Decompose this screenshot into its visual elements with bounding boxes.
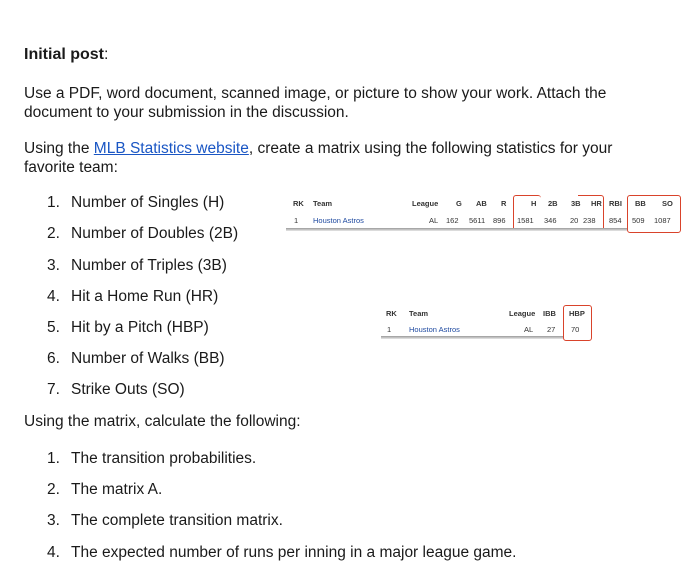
row-ibb: 27 <box>547 325 556 334</box>
team-stats-snippet <box>286 193 681 235</box>
row-league: AL <box>429 216 439 225</box>
row-so: 1087 <box>654 216 671 225</box>
list-item: 6. Number of Walks (BB) <box>47 350 225 367</box>
task-paragraph <box>24 139 664 177</box>
snippet-bottom-edge <box>381 336 563 339</box>
task-line-1 <box>24 139 664 158</box>
list-item: 7. Strike Outs (SO) <box>47 381 185 398</box>
header-rk: RK <box>386 309 397 318</box>
post-heading <box>24 46 108 64</box>
row-bb: 509 <box>632 216 645 225</box>
row-g: 162 <box>446 216 459 225</box>
row-h: 1581 <box>517 216 534 225</box>
snippet-bottom-edge <box>286 228 627 231</box>
row-rbi: 854 <box>609 216 622 225</box>
team-name-link[interactable]: Houston Astros <box>409 325 460 334</box>
header-g: G <box>456 199 462 208</box>
row-r: 896 <box>493 216 506 225</box>
row-rk: 1 <box>294 216 299 225</box>
list-item: 4. Hit a Home Run (HR) <box>47 288 219 305</box>
header-2b: 2B <box>548 199 558 208</box>
task-text-after-link: , create a matrix using the following statistics for your <box>248 140 613 157</box>
instructions-paragraph <box>24 84 664 122</box>
matrix-intro: Using the matrix, calculate the following: <box>24 413 301 430</box>
row-hr: 238 <box>583 216 596 225</box>
heading-colon: : <box>104 46 109 63</box>
list-item: 3. The complete transition matrix. <box>47 512 283 529</box>
mlb-statistics-link[interactable]: MLB Statistics website <box>93 140 249 157</box>
list-item: 4. The expected number of runs per inning in a major league game. <box>47 544 517 561</box>
list-item: 1. Number of Singles (H) <box>47 194 225 211</box>
highlight-bracket-hr <box>578 195 604 231</box>
list-item: 2. The matrix A. <box>47 481 163 498</box>
header-ab: AB <box>476 199 487 208</box>
list-item: 3. Number of Triples (3B) <box>47 257 227 274</box>
instructions-line-2: document to your submission in the discussion. <box>24 104 349 121</box>
row-league: AL <box>524 325 534 334</box>
header-team: Team <box>409 309 429 318</box>
header-so: SO <box>662 199 673 208</box>
hbp-stats-snippet <box>381 303 597 343</box>
header-league: League <box>412 199 439 208</box>
instructions-line-1: Use a PDF, word document, scanned image, or picture to show your work. Attach the <box>24 85 607 102</box>
row-2b: 346 <box>544 216 557 225</box>
header-rk: RK <box>293 199 304 208</box>
header-hbp: HBP <box>569 309 585 318</box>
task-text-before-link: Using the <box>24 140 94 157</box>
header-ibb: IBB <box>543 309 556 318</box>
task-line-2: favorite team: <box>24 159 118 176</box>
header-team: Team <box>313 199 333 208</box>
header-3b: 3B <box>571 199 581 208</box>
header-bb: BB <box>635 199 646 208</box>
highlight-bracket-h <box>513 195 541 231</box>
header-h: H <box>531 199 537 208</box>
highlight-box-hbp <box>563 305 592 341</box>
row-ab: 5611 <box>469 216 486 225</box>
heading-label: Initial post <box>24 46 104 63</box>
header-hr: HR <box>591 199 602 208</box>
team-name-link[interactable]: Houston Astros <box>313 216 364 225</box>
row-rk: 1 <box>387 325 392 334</box>
header-league: League <box>509 309 536 318</box>
list-item: 2. Number of Doubles (2B) <box>47 225 239 242</box>
header-r: R <box>501 199 507 208</box>
header-rbi: RBI <box>609 199 622 208</box>
list-item: 5. Hit by a Pitch (HBP) <box>47 319 209 336</box>
highlight-box-bb-so <box>627 195 681 233</box>
row-hbp: 70 <box>571 325 580 334</box>
list-item: 1. The transition probabilities. <box>47 450 257 467</box>
row-3b: 20 <box>570 216 579 225</box>
